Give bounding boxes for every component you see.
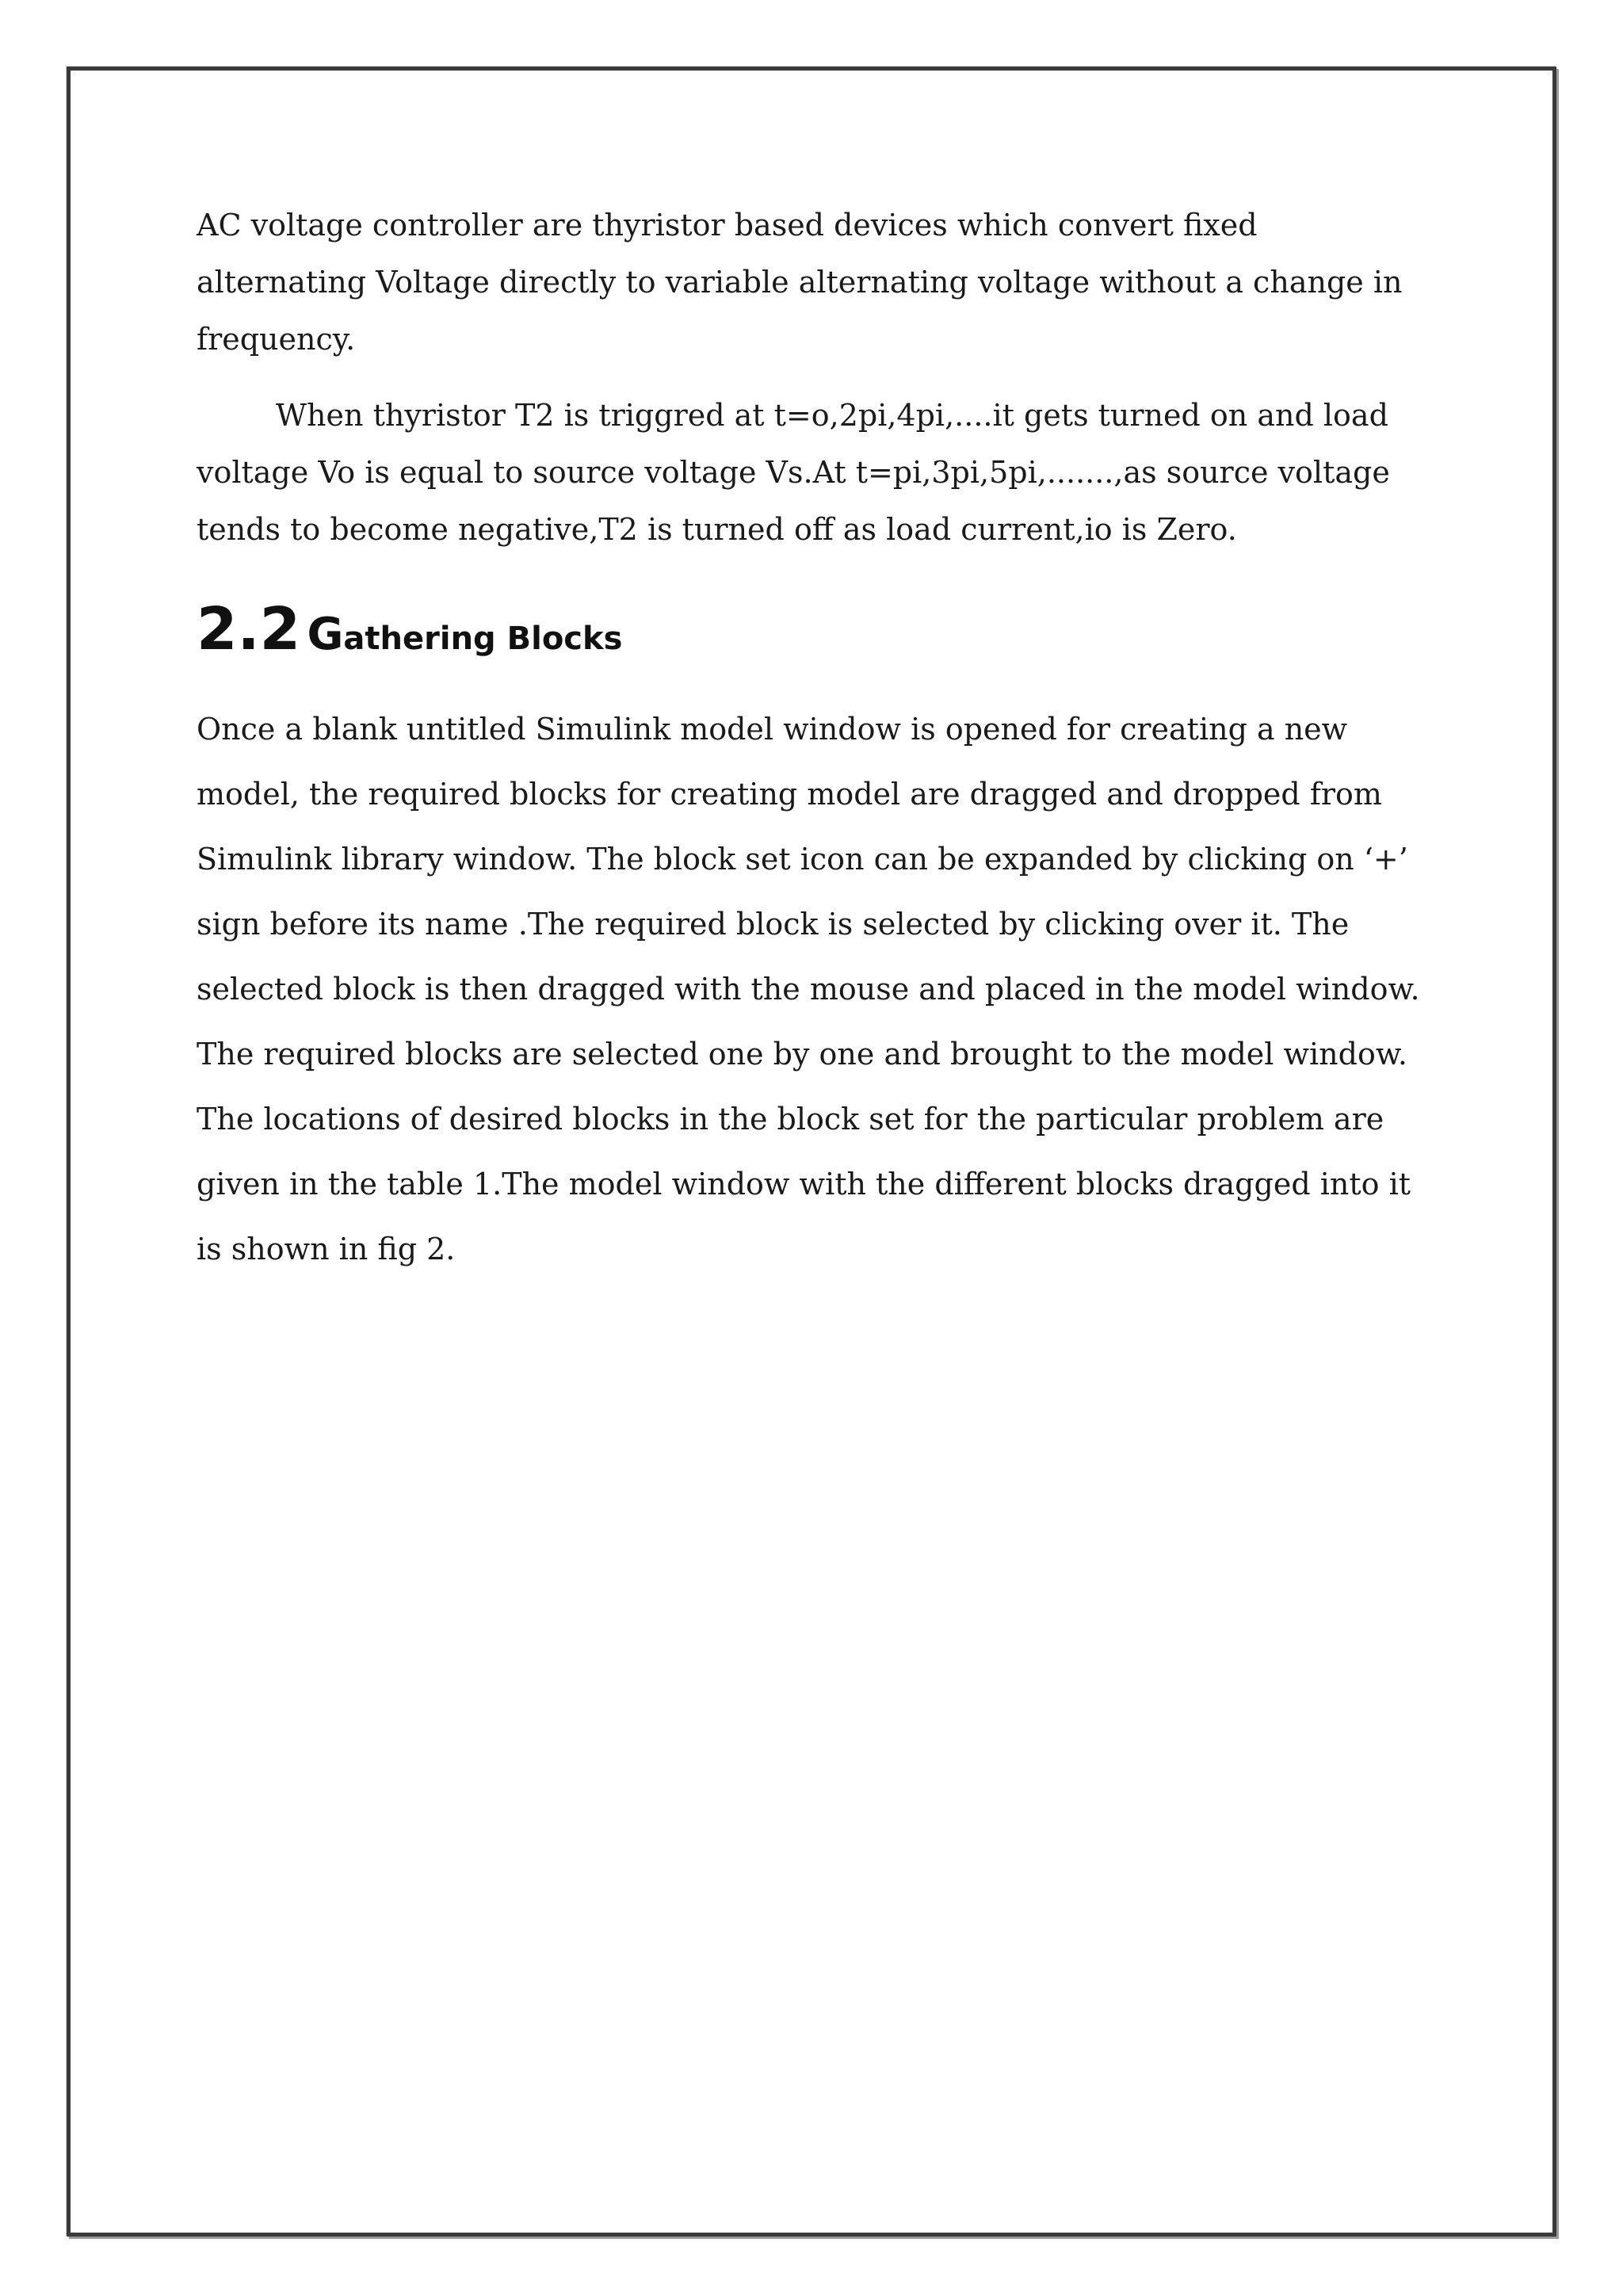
thyristor-paragraph: When thyristor T2 is triggred at t=o,2pi,4pi,....it gets turned on and load voltage Vo is equal to source voltage Vs.At t=pi,3pi,5pi,.......,as source voltage tends to become negative,T2 is turned off as load current,io is Zero. [197, 398, 1390, 547]
section-title-initial: G [307, 609, 344, 660]
section-title-rest: athering Blocks [343, 621, 623, 657]
gathering-blocks-paragraph: Once a blank untitled Simulink model window is opened for creating a new model, the required blocks for creating model are dragged and dropped from Simulink library window. The block set icon can be expanded by clicking on ‘+’ sign before its name .The required block is selected by clicking over it. The selected block is then dragged with the mouse and placed in the model window. The required blocks are selected one by one and brought to the model window. The locations of desired blocks in the block set for the particular problem are given in the table 1.The model window with the different blocks dragged into it is shown in fig 2. [197, 712, 1420, 1266]
intro-paragraph: AC voltage controller are thyristor based devices which convert fixed alternating Voltage directly to variable alternating voltage without a change in frequency. [197, 208, 1403, 357]
section-heading [197, 590, 1433, 682]
page-content [197, 197, 1433, 1282]
section-number: 2.2 [197, 595, 301, 663]
